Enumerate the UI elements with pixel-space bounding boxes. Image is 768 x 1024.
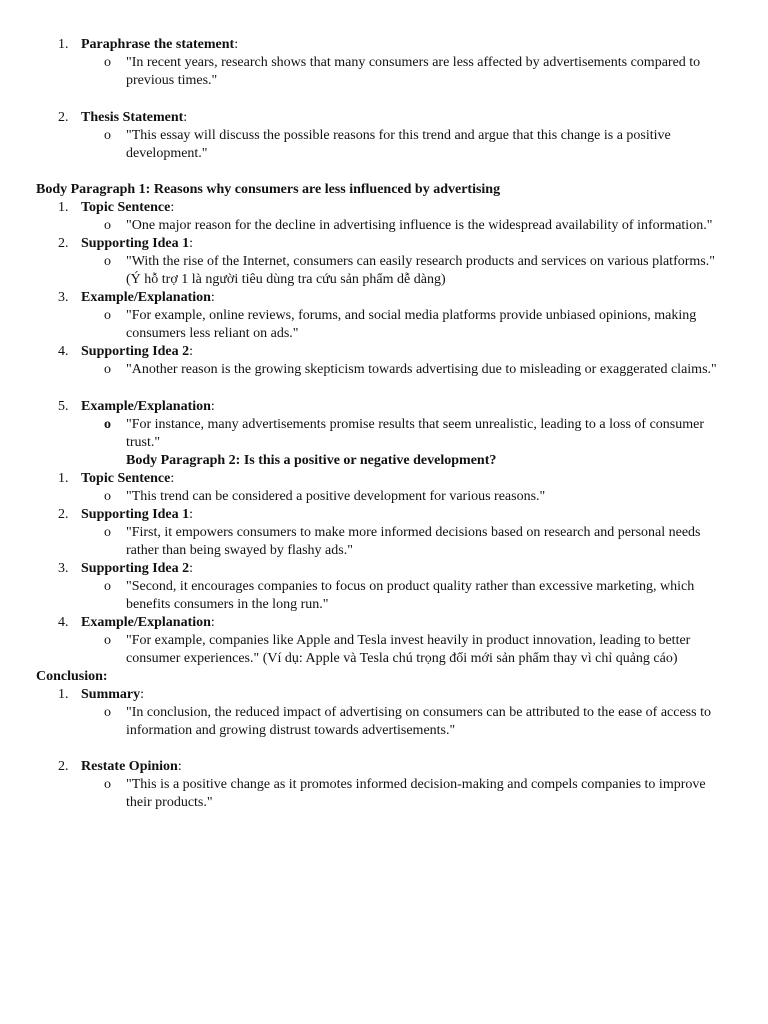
item-number: 1. bbox=[58, 37, 69, 52]
item-number: 1. bbox=[58, 471, 69, 486]
label-colon: : bbox=[177, 759, 182, 774]
label-colon: : bbox=[189, 561, 194, 576]
bullet-marker: o bbox=[104, 218, 111, 233]
item-label-wrap bbox=[81, 506, 193, 524]
item-label-wrap bbox=[81, 109, 187, 127]
item-label-wrap bbox=[81, 199, 174, 217]
label-colon: : bbox=[189, 344, 194, 359]
body-paragraph-1-heading: Body Paragraph 1: Reasons why consumers are less influenced by advertising bbox=[36, 182, 501, 197]
quote-text: "One major reason for the decline in advertising influence is the widespread availability of information." bbox=[126, 218, 713, 233]
bullet-marker: o bbox=[104, 777, 111, 792]
quote-text: "For example, companies like Apple and Tesla invest heavily in product innovation, leading to better consumer experiences." (Ví dụ: Apple và Tesla chú trọng đổi mới sản phẩm thay vì chỉ quảng cáo) bbox=[126, 633, 691, 666]
item-number: 5. bbox=[58, 399, 69, 414]
quote-text: "This essay will discuss the possible reasons for this trend and argue that this change is a positive development." bbox=[126, 128, 671, 161]
item-label-wrap bbox=[81, 36, 238, 54]
quote-text: "Second, it encourages companies to focus on product quality rather than excessive marketing, which benefits consumers in the long run." bbox=[126, 579, 695, 612]
bullet-marker: o bbox=[104, 579, 111, 594]
quote-text: "For example, online reviews, forums, and social media platforms provide unbiased opinions, making consumers less reliant on ads." bbox=[126, 308, 697, 341]
item-label-wrap bbox=[81, 289, 215, 307]
bullet-marker: o bbox=[104, 705, 111, 720]
item-number: 3. bbox=[58, 561, 69, 576]
bullet-marker: o bbox=[104, 128, 111, 143]
body-paragraph-2-heading: Body Paragraph 2: Is this a positive or negative development? bbox=[126, 453, 497, 468]
item-number: 2. bbox=[58, 110, 69, 125]
label-colon: : bbox=[234, 37, 239, 52]
item-label: Example/Explanation bbox=[81, 615, 211, 630]
item-label-wrap bbox=[81, 560, 193, 578]
item-label-wrap bbox=[81, 686, 144, 704]
bullet-marker: o bbox=[104, 308, 111, 323]
item-label-wrap bbox=[81, 398, 215, 416]
label-colon: : bbox=[140, 687, 145, 702]
label-colon: : bbox=[210, 399, 215, 414]
bullet-marker: o bbox=[104, 362, 111, 377]
item-label: Summary bbox=[81, 687, 141, 702]
item-label: Example/Explanation bbox=[81, 399, 211, 414]
item-number: 2. bbox=[58, 236, 69, 251]
item-label: Supporting Idea 1 bbox=[81, 236, 190, 251]
item-label-wrap bbox=[81, 758, 182, 776]
item-number: 2. bbox=[58, 507, 69, 522]
item-label-wrap bbox=[81, 235, 193, 253]
item-label-wrap bbox=[81, 343, 193, 361]
item-label: Restate Opinion bbox=[81, 759, 178, 774]
item-label: Supporting Idea 2 bbox=[81, 344, 190, 359]
item-label-wrap bbox=[81, 614, 215, 632]
bullet-marker: o bbox=[104, 633, 111, 648]
quote-text: "For instance, many advertisements promise results that seem unrealistic, leading to a loss of consumer trust." bbox=[126, 417, 705, 450]
bullet-marker: o bbox=[104, 254, 111, 269]
bullet-marker: o bbox=[104, 525, 111, 540]
item-label: Supporting Idea 1 bbox=[81, 507, 190, 522]
quote-text: "First, it empowers consumers to make more informed decisions based on research and personal needs rather than being swayed by flashy ads." bbox=[126, 525, 701, 558]
bullet-marker: o bbox=[104, 489, 111, 504]
item-label-wrap bbox=[81, 470, 174, 488]
label-colon: : bbox=[189, 507, 194, 522]
bullet-marker: o bbox=[104, 417, 111, 432]
quote-text: "In recent years, research shows that many consumers are less affected by advertisements compared to previous times." bbox=[126, 55, 701, 88]
conclusion-heading: Conclusion: bbox=[36, 669, 108, 684]
item-number: 2. bbox=[58, 759, 69, 774]
quote-text: "With the rise of the Internet, consumers can easily research products and services on various platforms." (Ý hỗ trợ 1 là người tiêu dùng tra cứu sản phẩm dễ dàng) bbox=[126, 254, 715, 287]
label-colon: : bbox=[170, 471, 175, 486]
bullet-marker: o bbox=[104, 55, 111, 70]
item-number: 1. bbox=[58, 200, 69, 215]
quote-text: "This trend can be considered a positive development for various reasons." bbox=[126, 489, 546, 504]
item-number: 3. bbox=[58, 290, 69, 305]
item-label: Supporting Idea 2 bbox=[81, 561, 190, 576]
label-colon: : bbox=[189, 236, 194, 251]
label-colon: : bbox=[170, 200, 175, 215]
item-number: 1. bbox=[58, 687, 69, 702]
item-label: Topic Sentence bbox=[81, 471, 171, 486]
item-label: Thesis Statement bbox=[81, 110, 184, 125]
label-colon: : bbox=[210, 615, 215, 630]
item-label: Paraphrase the statement bbox=[81, 37, 235, 52]
item-label: Example/Explanation bbox=[81, 290, 211, 305]
item-number: 4. bbox=[58, 615, 69, 630]
item-label: Topic Sentence bbox=[81, 200, 171, 215]
quote-text: "In conclusion, the reduced impact of advertising on consumers can be attributed to the ease of access to information and growing distrust towards advertisements." bbox=[126, 705, 711, 738]
label-colon: : bbox=[183, 110, 188, 125]
item-number: 4. bbox=[58, 344, 69, 359]
label-colon: : bbox=[210, 290, 215, 305]
quote-text: "Another reason is the growing skepticism towards advertising due to misleading or exaggerated claims." bbox=[126, 362, 717, 377]
quote-text: "This is a positive change as it promotes informed decision-making and compels companies to improve their products." bbox=[126, 777, 706, 810]
